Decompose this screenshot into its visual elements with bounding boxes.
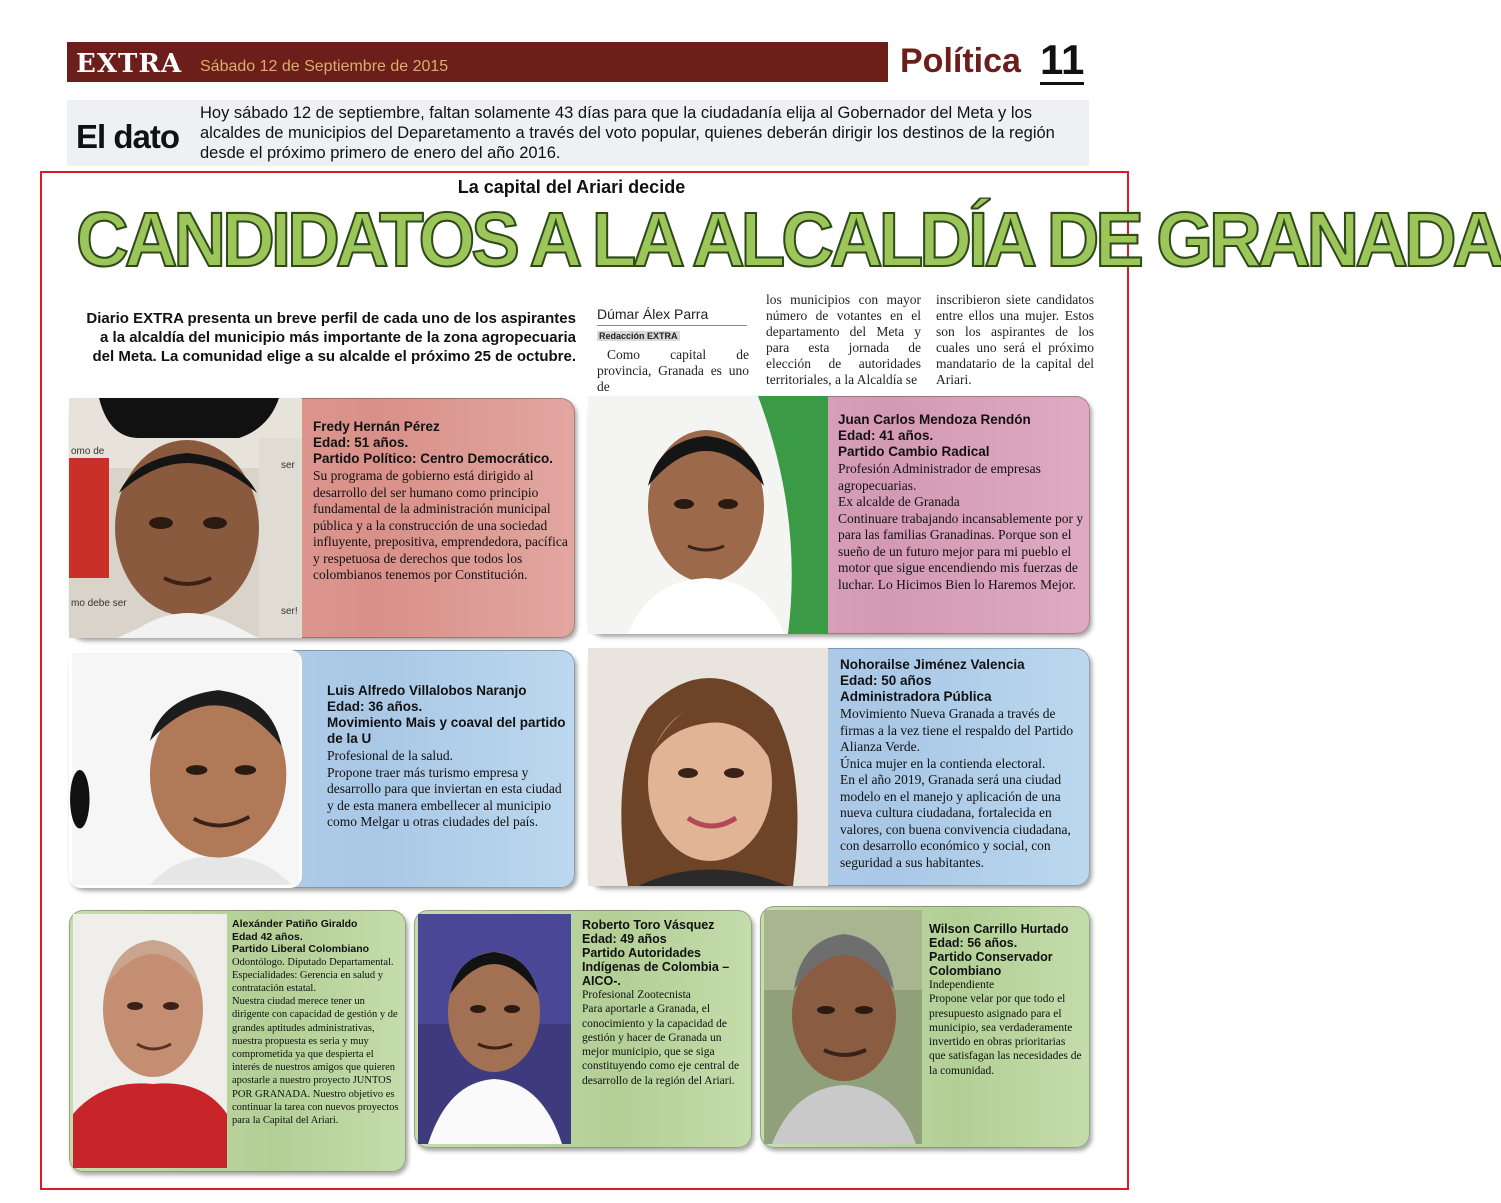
photo-background-text: ser	[281, 460, 295, 471]
portrait-man-icon	[73, 914, 227, 1168]
candidate-info-luis-alfredo	[327, 683, 569, 831]
candidate-photo-alexander	[73, 914, 227, 1168]
candidate-name: Wilson Carrillo Hurtado	[929, 922, 1069, 936]
candidate-profile: Su programa de gobierno está dirigido al desarrollo del ser humano como principio fundamental de la administración municipal pública y a la construcción de una sociedad influyente, prepositiva, emprendedora, pacífica y respetuosa de derechos que todos los colombianos tenemos por Constitución.	[313, 468, 568, 582]
page-number: 11	[1040, 36, 1085, 83]
issue-date: Sábado 12 de Septiembre de 2015	[200, 58, 449, 75]
candidate-name: Luis Alfredo Villalobos Naranjo	[327, 683, 527, 698]
candidate-profile: Independiente Propone velar por que todo el presupuesto asignado para el municipio, sea verdaderamente invertido en obras prioritarias que satisfagan las necesidades de la comunidad.	[929, 979, 1082, 1077]
candidate-age: Edad 42 años.	[232, 930, 303, 943]
portrait-woman-icon	[588, 648, 828, 886]
candidate-party: Partido Autoridades Indígenas de Colombia – AICO-.	[582, 946, 730, 988]
candidate-age: Edad: 51 años.	[313, 435, 409, 450]
author-role: Redacción EXTRA	[599, 331, 678, 341]
byline-divider	[597, 325, 747, 326]
portrait-man-icon	[418, 914, 571, 1144]
author-name: Dúmar Álex Parra	[597, 306, 709, 322]
candidate-age: Edad: 56 años.	[929, 936, 1018, 950]
article-column-1: Como capital de provincia, Granada es uno de	[597, 347, 749, 394]
photo-background-text: ser!	[281, 606, 298, 617]
article-column-3: inscribieron siete candidatos entre ellos una mujer. Estos son los aspirantes de los cuales uno será el próximo mandatario de la capital del Ariari.	[936, 292, 1094, 387]
candidate-profile: Movimiento Nueva Granada a través de firmas a la vez tiene el respaldo del Partido Alianza Verde. Única mujer en la contienda electoral. En el año 2019, Granada será una ciudad modelo en el manejo y aplicación de una nueva cultura ciudadana, fortalecida en valores, con buena convivencia ciudadana, con desarrollo económico y social, con seguridad a sus habitantes.	[840, 706, 1074, 870]
candidate-party: Partido Cambio Radical	[838, 444, 990, 459]
candidate-name: Roberto Toro Vásquez	[582, 918, 715, 932]
candidate-photo-fredy	[69, 398, 302, 638]
candidate-info-nohorailse	[840, 657, 1084, 871]
candidate-info-fredy	[313, 419, 568, 584]
candidate-age: Edad: 50 años	[840, 673, 932, 688]
candidate-profile: Profesional Zootecnista Para aportarle a Granada, el conocimiento y la capacidad de gestión y hacer de Granada un mejor municipio, que se siga constituyendo como eje central de desarrollo de la región del Ariari.	[582, 989, 740, 1087]
candidate-info-wilson	[929, 922, 1084, 1078]
candidate-name: Alexánder Patiño Giraldo	[232, 918, 358, 930]
candidate-party: Administradora Pública	[840, 689, 992, 704]
candidate-party: Partido Liberal Colombiano	[232, 943, 370, 955]
photo-background-text: mo debe ser	[71, 598, 127, 609]
candidate-age: Edad: 41 años.	[838, 428, 934, 443]
newspaper-logo: EXTRA	[76, 49, 183, 79]
article-kicker: La capital del Ariari decide	[457, 177, 686, 197]
candidate-name: Nohorailse Jiménez Valencia	[840, 657, 1025, 672]
candidate-info-roberto	[582, 918, 748, 1088]
candidate-age: Edad: 49 años	[582, 932, 667, 946]
portrait-man-icon	[72, 653, 299, 885]
article-intro: Diario EXTRA presenta un breve perfil de cada uno de los aspirantes a la alcaldía del municipio más importante de la zona agropecuaria del Meta. La comunidad elige a su alcalde el próximo 25 de octubre.	[86, 310, 576, 365]
candidate-photo-luis-alfredo	[69, 650, 302, 888]
article-column-2: los municipios con mayor número de votantes en el departamento del Meta y para esta jornada de elección de autoridades territoriales, a la Alcaldía se	[766, 292, 921, 387]
candidate-photo-wilson	[764, 910, 922, 1144]
candidate-name: Juan Carlos Mendoza Rendón	[838, 412, 1031, 427]
candidate-profile: Profesional de la salud. Propone traer más turismo empresa y desarrollo para que inviertan en esta ciudad y de esta manera embellecer al municipio como Melgar u otras ciudades del país.	[327, 748, 562, 829]
candidate-info-alexander	[232, 918, 400, 1127]
dato-label: El dato	[76, 118, 180, 155]
section-title: Política	[900, 42, 1021, 80]
candidate-photo-roberto	[418, 914, 571, 1144]
candidate-profile: Profesión Administrador de empresas agropecuarias. Ex alcalde de Granada Continuare trabajando incansablemente por y para las familias Granadinas. Porque son el sueño de un futuro mejor para mi pueblo el motor que sigue encendiendo mis fuerzas de luchar. Lo Hicimos Bien lo Haremos Mejor.	[838, 461, 1084, 592]
photo-background-text: omo de	[71, 446, 105, 457]
dato-text: Hoy sábado 12 de septiembre, faltan solamente 43 días para que la ciudadanía elija al Gobernador del Meta y los alcaldes de municipios del Deparetamento a través del voto popular, quienes deberán dirigir los destinos de la región desde el próximo primero de enero del año 2016.	[200, 104, 1055, 162]
candidate-party: Partido Político: Centro Democrático.	[313, 451, 554, 466]
candidate-profile: Odontólogo. Diputado Departamental. Especialidades: Gerencia en salud y contratación estatal. Nuestra ciudad merece tener un dirigente con capacidad de gestión y de grandes aptitudes administrativas, nuestra propuesta es seria y muy comprometida ya que despierta el interés de nuestros amigos que quieren apostarle a nuestro proyecto JUNTOS POR GRANADA. Nuestro objetivo es continuar la tarea con nuevos proyectos para la Capital del Ariari.	[232, 956, 399, 1126]
candidate-info-juan-carlos	[838, 412, 1084, 593]
article-headline: CANDIDATOS A LA ALCALDÍA DE GRANADA	[76, 197, 1501, 283]
candidate-photo-nohorailse	[588, 648, 828, 886]
candidate-age: Edad: 36 años.	[327, 699, 423, 714]
candidate-party: Partido Conservador Colombiano	[929, 950, 1053, 978]
portrait-man-icon	[764, 910, 922, 1144]
portrait-man-icon	[588, 396, 828, 634]
candidate-name: Fredy Hernán Pérez	[313, 419, 440, 434]
candidate-photo-juan-carlos	[588, 396, 828, 634]
candidate-party: Movimiento Mais y coaval del partido de la U	[327, 715, 566, 746]
